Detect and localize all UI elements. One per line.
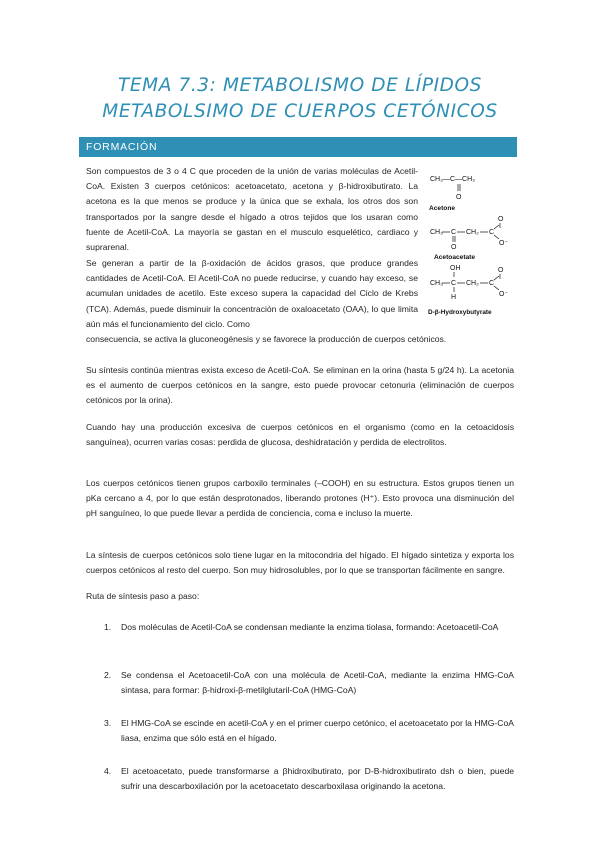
- acetoacetate-label: Acetoacetate: [434, 254, 476, 261]
- hydroxybutyrate-bond-down: [494, 286, 499, 290]
- list-item-text: El acetoacetato, puede transformarse a βhidroxibutirato, por D-B-hidroxibutirato dsh o bien, puede sufrir una descarboxilación por la acetoacetato descarboxilasa originando la acetona.: [121, 766, 514, 792]
- paragraph-intro: Son compuestos de 3 o 4 C que proceden de la unión de varias moléculas de Acetil-CoA. Existen 3 cuerpos cetónicos: acetoacetato, acetona y β-hidroxibutirato. La acetona es la que menos se produce y la única que se exhala, los otros dos son transportados por la sangre desde el hígado a otros tejidos que los usaran como fuente de Acetil-CoA. La mayoría se gastan en el musculo esquelético, cardiaco y suprarenal.: [86, 166, 418, 253]
- acetoacetate-c1: C: [451, 229, 457, 236]
- hydroxybutyrate-oxygen-top: O: [498, 267, 504, 274]
- page-subtitle: METABOLSIMO DE CUERPOS CETÓNICOS: [102, 101, 498, 122]
- hydroxybutyrate-oxygen-minus: O⁻: [499, 291, 509, 298]
- list-item-number: 2.: [104, 670, 112, 680]
- paragraph-acidity: Los cuerpos cetónicos tienen grupos carboxilo terminales (–COOH) en su estructura. Estos grupos tienen un pKa cercano a 4, por lo que están desprotonados, liberando protones (H⁺). Esto provoca una disminución del pH sanguíneo, lo que puede llevar a perdida de conciencia, coma e incluso la muerte.: [86, 478, 514, 519]
- section-header-formacion: FORMACIÓN: [79, 137, 517, 157]
- page-title: TEMA 7.3: METABOLISMO DE LÍPIDOS: [117, 75, 483, 96]
- hydroxybutyrate-oh: OH: [450, 265, 461, 272]
- list-item-text: Dos moléculas de Acetil-CoA se condensan mediante la enzima tiolasa, formando: Acetoacetil-CoA: [121, 622, 499, 632]
- acetone-formula: CH₃—C—CH₃: [430, 176, 475, 183]
- hydroxybutyrate-label: D-β-Hydroxybutyrate: [428, 309, 492, 316]
- acetoacetate-bond-down: [494, 235, 499, 239]
- acetone-label: Acetone: [429, 205, 456, 212]
- acetoacetate-oxygen-minus: O⁻: [499, 240, 509, 247]
- title-block: [0, 73, 600, 125]
- hydroxybutyrate-c1: C: [451, 280, 457, 287]
- route-intro: Ruta de síntesis paso a paso:: [86, 591, 200, 601]
- hydroxybutyrate-h: H: [451, 294, 457, 301]
- acetoacetate-ch3: CH₃: [430, 229, 443, 236]
- acetoacetate-ch2: CH₂: [466, 229, 479, 236]
- list-item-text: Se condensa el Acetoacetil-CoA con una molécula de Acetil-CoA, mediante la enzima HMG-CoA sintasa, para formar: β-hidroxi-β-metilglutaril-CoA (HMG-CoA): [121, 670, 514, 696]
- paragraph-synthesis: Su síntesis continúa mientras exista exceso de Acetil-CoA. Se eliminan en la orina (hasta 5 g/24 h). La acetonia es el aumento de cuerpos cetónicos en la sangre, esto puede provocar cetonuria (eliminación de cuerpos cetónicos por la orina).: [86, 365, 514, 406]
- paragraph-origin-cont: consecuencia, se activa la gluconeogénesis y se favorece la producción de cuerpos cetónicos.: [86, 334, 447, 344]
- hydroxybutyrate-c2: C: [489, 280, 495, 287]
- acetoacetate-oxygen-keto: O: [451, 244, 457, 251]
- list-item-number: 4.: [104, 766, 112, 776]
- paragraph-location: La síntesis de cuerpos cetónicos solo tiene lugar en la mitocondria del hígado. El hígado sintetiza y exporta los cuerpos cetónicos al resto del cuerpo. Son muy hidrosolubles, por lo que se transportan fácilmente en sangre.: [86, 550, 514, 576]
- acetoacetate-oxygen-top: O: [498, 216, 504, 223]
- acetone-oxygen: O: [456, 194, 462, 201]
- paragraph-excess: Cuando hay una producción excesiva de cuerpos cetónicos en el organismo (como en la cetoacidosis sanguínea), ocurren varias cosas: perdida de glucosa, deshidratación y perdida de electrolitos.: [86, 422, 514, 448]
- list-item-number: 1.: [104, 622, 112, 632]
- list-item-text: El HMG-CoA se escinde en acetil-CoA y en el primer cuerpo cetónico, el acetoacetato por la HMG-CoA liasa, enzima que sólo está en el hígado.: [121, 718, 514, 744]
- acetoacetate-c2: C: [489, 229, 495, 236]
- list-item-number: 3.: [104, 718, 112, 728]
- hydroxybutyrate-ch3: CH₃: [430, 280, 443, 287]
- acetoacetate-bond-up: [494, 225, 499, 229]
- paragraph-origin: Se generan a partir de la β-oxidación de ácidos grasos, que produce grandes cantidades de Acetil-CoA. El Acetil-CoA no puede reducirse, y cuando hay exceso, se acumulan unidades de acetilo. Este exceso supera la capacidad del Ciclo de Krebs (TCA). Además, puede disminuir la concentración de oxaloacetato (OAA), lo que limita aún más el funcionamiento del ciclo. Como: [86, 258, 418, 329]
- ketone-bodies-structures: [428, 168, 520, 328]
- hydroxybutyrate-bond-up: [494, 276, 499, 280]
- hydroxybutyrate-ch2: CH₂: [466, 280, 479, 287]
